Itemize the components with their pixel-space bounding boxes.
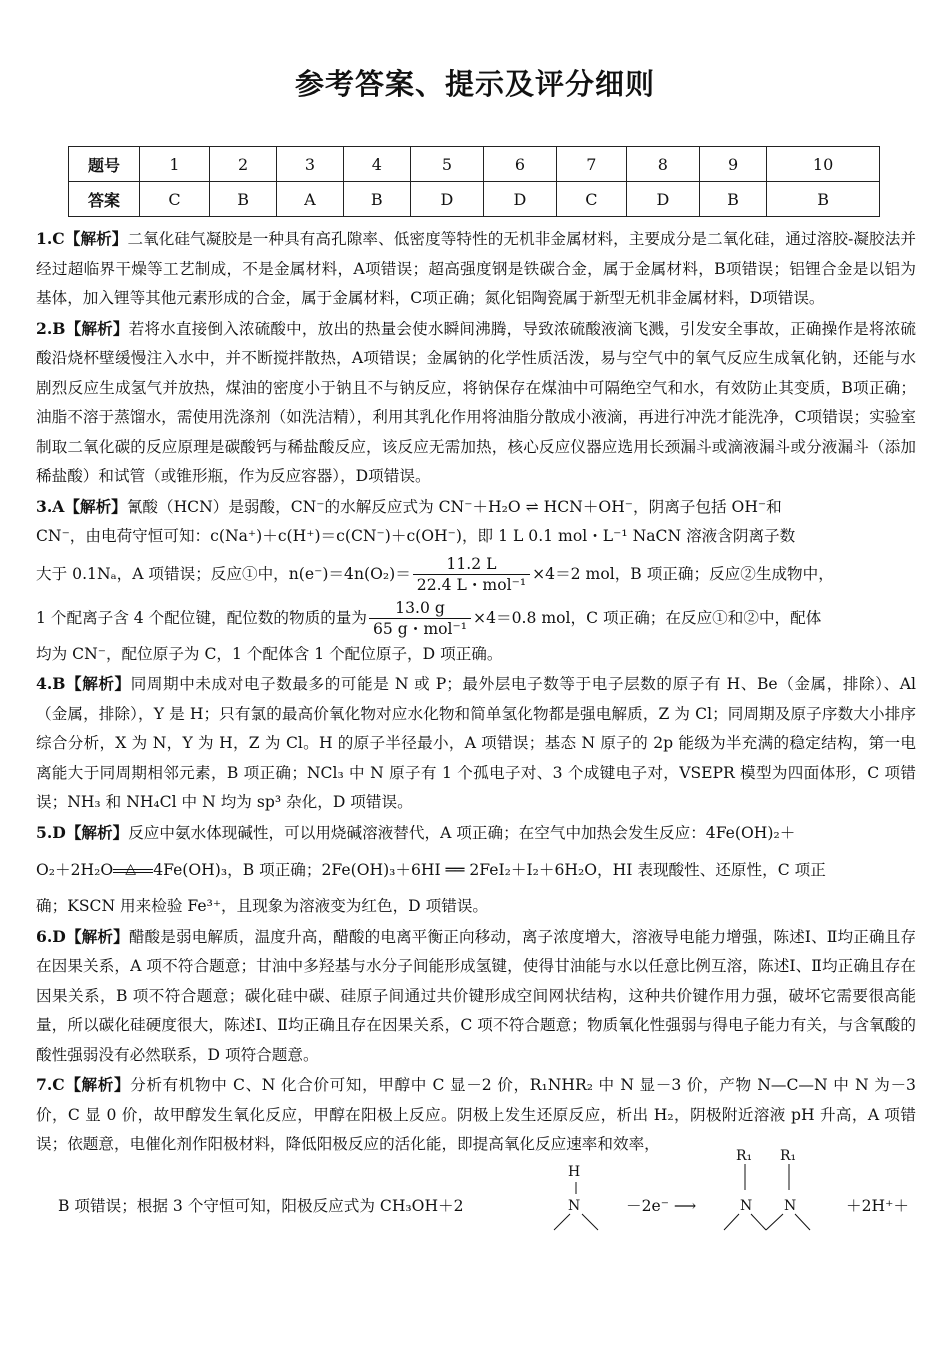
atom-label: N: [740, 1197, 753, 1214]
table-cell: B: [343, 182, 410, 217]
solution-item-6: [36, 922, 916, 1071]
item-text: 若将水直接倒入浓硫酸中，放出的热量会使水瞬间沸腾，导致浓硫酸液滴飞溅，引发安全事故，正确操作是将浓硫酸沿烧杯壁缓慢注入水中，并不断搅拌散热，A项错误；金属钠的化学性质活泼，易与空气中的氧气反应生成氧化钠，还能与水剧烈反应生成氢气并放热，煤油的密度小于钠且不与钠反应，将钠保存在煤油中可隔绝空气和水，有效防止其变质，B项正确；油脂不溶于蒸馏水，需使用洗涤剂（如洗洁精），利用其乳化作用将油脂分散成小液滴，再进行冲洗才能洗净，C项错误；实验室制取二氧化碳的反应原理是碳酸钙与稀盐酸反应，该反应无需加热，核心反应仪器应选用长颈漏斗或滴液漏斗或分液漏斗（添加稀盐酸）和试管（或锥形瓶，作为反应容器），D项错误。: [36, 319, 916, 485]
table-cell: D: [410, 182, 483, 217]
product-bonds: [706, 1160, 836, 1240]
item-text: 均为 CN⁻，配位原子为 C，1 个配体含 1 个配位原子，D 项正确。: [36, 644, 503, 663]
table-cell: 5: [410, 147, 483, 182]
table-cell: 10: [767, 147, 880, 182]
heat-arrow: [113, 861, 153, 881]
page-title: 参考答案、提示及评分细则: [294, 67, 655, 101]
analysis-tag: 【解析】: [64, 230, 128, 248]
table-cell: 3: [277, 147, 343, 182]
item-text: ×4＝2 mol，B 项正确；反应②生成物中，: [532, 564, 834, 583]
analysis-tag: 【解析】: [64, 1076, 131, 1094]
table-cell: A: [277, 182, 343, 217]
item-number: 3.A: [36, 496, 65, 516]
equation-part: －2e⁻ ⟶: [626, 1196, 697, 1215]
analysis-tag: 【解析】: [65, 675, 131, 693]
item-text: 反应中氨水体现碱性，可以用烧碱溶液替代，A 项正确；在空气中加热会发生反应：4Fe(OH)₂＋: [128, 823, 796, 842]
item-number: 2.B: [36, 318, 66, 338]
analysis-tag: 【解析】: [65, 319, 129, 338]
table-cell: C: [556, 182, 626, 217]
item-text: 氰酸（HCN）是弱酸，CN⁻的水解反应式为 CN⁻＋H₂O ⇌ HCN＋OH⁻，阴离子包括 OH⁻和: [126, 497, 782, 516]
fraction-numerator: 13.0 g: [369, 598, 471, 619]
table-cell: B: [767, 182, 880, 217]
table-cell: B: [209, 182, 276, 217]
solution-item-5: [36, 818, 916, 922]
item-number: 1.C: [36, 229, 65, 248]
substituent-label: R₁: [780, 1147, 797, 1164]
table-cell: 2: [209, 147, 276, 182]
solutions-body: [36, 224, 916, 1240]
item-text: CN⁻，由电荷守恒可知：c(Na⁺)＋c(H⁺)＝c(CN⁻)＋c(OH⁻)，即 1 L 0.1 mol・L⁻¹ NaCN 溶液含阴离子数: [36, 527, 796, 545]
table-row-answers: [69, 182, 880, 217]
substituent-label: R₁: [736, 1147, 753, 1164]
item-number: 6.D: [36, 926, 66, 946]
table-cell: 1: [140, 147, 210, 182]
atom-label: H: [568, 1163, 581, 1180]
item-text: O₂＋2H₂O: [36, 861, 114, 879]
item-text: 二氧化硅气凝胶是一种具有高孔隙率、低密度等特性的无机非金属材料，主要成分是二氧化硅，通过溶胶-凝胶法并经过超临界干燥等工艺制成，不是金属材料，A项错误；超高强度钢是铁碳合金，属于金属材料，B项错误；铝锂合金是以铝为基体，加入锂等其他元素形成的合金，属于金属材料，C项正确；氮化铝陶瓷属于新型无机非金属材料，D项错误。: [36, 230, 916, 307]
item-text: 同周期中未成对电子数最多的可能是 N 或 P；最外层电子数等于电子层数的原子有 H、Be（金属，排除）、Al（金属，排除），Y 是 H；只有氯的最高价氧化物对应水化物和简单氢化物都是强电解质，Z 为 Cl；同周期及原子序数大小排序综合分析，X 为 N，Y 为 H，Z 为 Cl。H 的原子半径最小，A 项错误；基态 N 原子的 2p 能级为半充满的稳定结构，第一电离能大于同周期相邻元素，B 项正确；NCl₃ 中 N 原子有 1 个孤电子对、3 个成键电子对，VSEPR 模型为四面体形，C 项错误；NH₃ 和 NH₄Cl 中 N 均为 sp³ 杂化，D 项错误。: [36, 675, 916, 811]
table-cell: 4: [343, 147, 410, 182]
atom-label: N: [784, 1197, 797, 1214]
fraction: [369, 598, 471, 639]
table-cell: C: [140, 182, 210, 217]
solution-item-3: [36, 492, 916, 670]
analysis-tag: 【解析】: [64, 497, 127, 516]
analysis-tag: 【解析】: [65, 927, 129, 946]
row-label-numbers: 题号: [69, 147, 140, 182]
table-row-numbers: [69, 147, 880, 182]
item-text: 4Fe(OH)₃，B 项正确；2Fe(OH)₃＋6HI ══ 2FeI₂＋I₂＋6H₂O，HI 表现酸性、还原性，C 项正: [153, 861, 826, 879]
item-text: 醋酸是弱电解质，温度升高，醋酸的电离平衡正向移动，离子浓度增大，溶液导电能力增强，陈述Ⅰ、Ⅱ均正确且存在因果关系，A 项不符合题意；甘油中多羟基与水分子间能形成氢键，使得甘油能与水以任意比例互溶，陈述Ⅰ、Ⅱ均正确且存在因果关系，B 项不符合题意；碳化硅中碳、硅原子间通过共价键形成空间网状结构，这种共价键作用力强，破坏它需要很高能量，所以碳化硅硬度很大，陈述Ⅰ、Ⅱ均正确且存在因果关系，C 项不符合题意；物质氧化性强弱与得电子能力有关，与含氧酸的酸性强弱没有必然联系，D 项符合题意。: [36, 927, 916, 1064]
table-cell: B: [699, 182, 766, 217]
item-number: 4.B: [36, 674, 66, 693]
fraction-denominator: 65 g・mol⁻¹: [373, 620, 468, 638]
answer-table: [68, 146, 880, 217]
row-label-answers: 答案: [69, 182, 140, 217]
item-text: 1 个配离子含 4 个配位键，配位数的物质的量为: [36, 608, 367, 627]
item-number: 7.C: [36, 1075, 65, 1094]
table-cell: 8: [626, 147, 699, 182]
solution-item-4: [36, 669, 916, 818]
solution-item-2: [36, 314, 916, 492]
solution-item-1: [36, 224, 916, 314]
item-text: 大于 0.1Nₐ，A 项错误；反应①中，n(e⁻)＝4n(O₂)＝: [36, 564, 411, 583]
delta-sign: △: [125, 861, 136, 877]
analysis-tag: 【解析】: [65, 823, 129, 842]
amine-bonds: [536, 1160, 616, 1240]
table-cell: D: [626, 182, 699, 217]
fraction: [413, 554, 530, 595]
item-number: 5.D: [36, 822, 66, 842]
fraction-denominator: 22.4 L・mol⁻¹: [416, 576, 527, 594]
table-cell: 9: [699, 147, 766, 182]
item-text: ×4＝0.8 mol，C 项正确；在反应①和②中，配体: [473, 608, 822, 627]
item-text: 分析有机物中 C、N 化合价可知，甲醇中 C 显－2 价，R₁NHR₂ 中 N 显－3 价，产物 N—C—N 中 N 为－3 价，C 显 0 价，故甲醇发生氧化反应，甲醇在阳极上反应。阴极上发生还原反应，析出 H₂，阴极附近溶液 pH 升高，A 项错误；依题意，电催化剂作阳极材料，降低阳极反应的活化能，即提高氧化反应速率和效率，: [36, 1076, 916, 1153]
anode-equation: [36, 1147, 916, 1240]
item-text: 确；KSCN 用来检验 Fe³⁺，且现象为溶液变为红色，D 项错误。: [36, 897, 489, 915]
solution-item-7: [36, 1070, 916, 1240]
table-cell: D: [483, 182, 556, 217]
equation-part: ＋2H⁺＋: [846, 1196, 909, 1215]
table-cell: 6: [483, 147, 556, 182]
equation-part: B 项错误；根据 3 个守恒可知，阳极反应式为 CH₃OH＋2: [58, 1196, 464, 1215]
atom-label: N: [568, 1197, 581, 1214]
fraction-numerator: 11.2 L: [413, 554, 530, 575]
table-cell: 7: [556, 147, 626, 182]
equals-line: [113, 869, 153, 873]
